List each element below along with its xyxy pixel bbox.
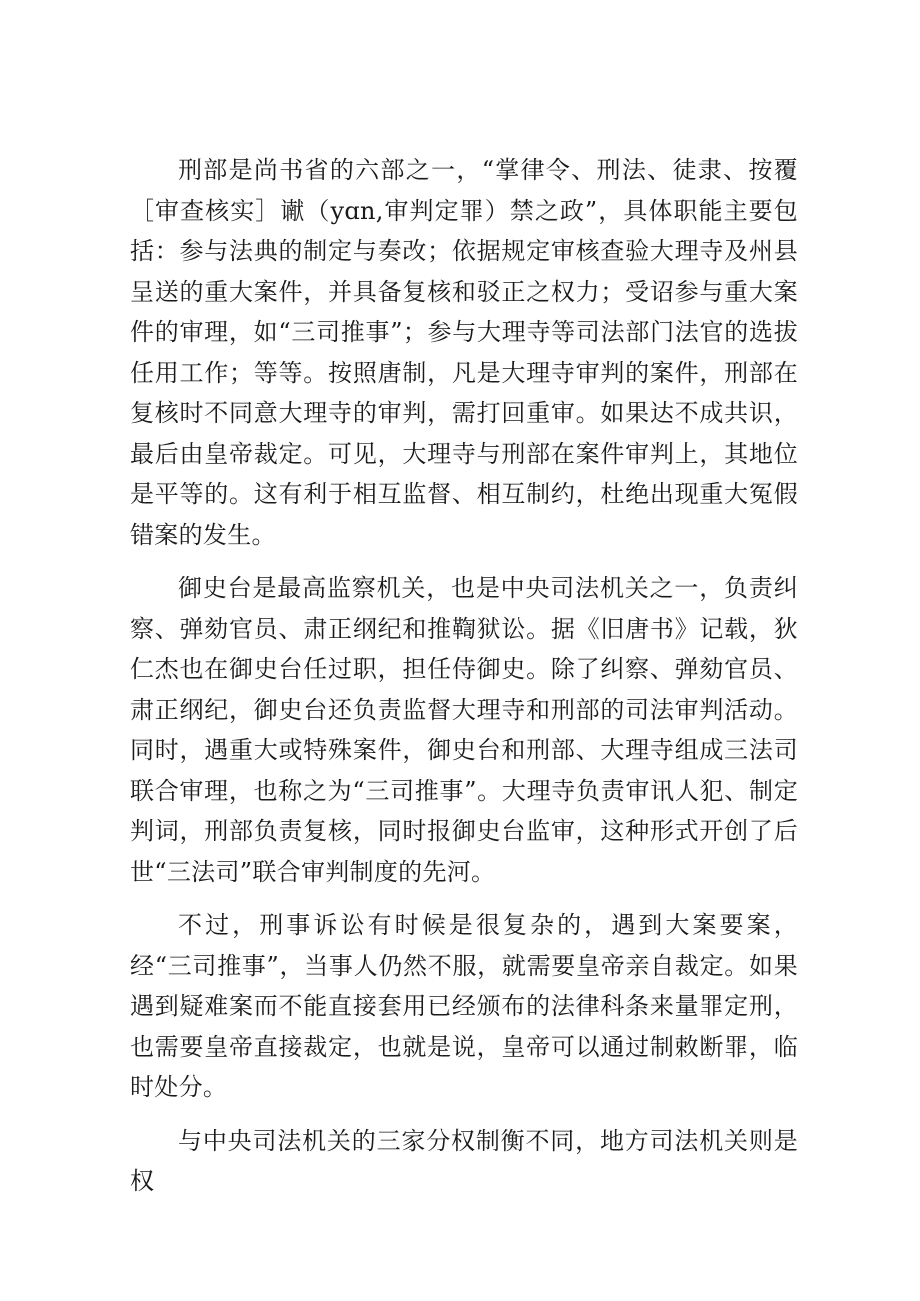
paragraph-emperor-ruling: 不过，刑事诉讼有时候是很复杂的，遇到大案要案，经“三司推事”，当事人仍然不服，就需要皇帝亲自裁定。如果遇到疑难案而不能直接套用已经颁布的法律科条来量罪定刑，也需要皇帝直接裁定，也就是说，皇帝可以通过制敕断罪，临时处分。 xyxy=(130,911,798,1101)
paragraph-yushitai: 御史台是最高监察机关，也是中央司法机关之一，负责纠察、弹劾官员、肃正纲纪和推鞫狱讼。据《旧唐书》记载，狄仁杰也在御史台任过职，担任侍御史。除了纠察、弹劾官员、肃正纲纪，御史台还负责监督大理寺和刑部的司法审判活动。同时，遇重大或特殊案件，御史台和刑部、大理寺组成三法司联合审理，也称之为“三司推事”。大理寺负责审讯人犯、制定判词，刑部负责复核，同时报御史台监审，这种形式开创了后世“三法司”联合审判制度的先河。 xyxy=(130,574,798,886)
document-body xyxy=(130,150,798,1215)
paragraph-local-judiciary: 与中央司法机关的三家分权制衡不同，地方司法机关则是权 xyxy=(130,1126,798,1195)
paragraph-xingbu: 刑部是尚书省的六部之一，“掌律令、刑法、徒隶、按覆［审查核实］谳（yɑn,审判定罪）禁之政”，具体职能主要包括：参与法典的制定与奏改；依据规定审核查验大理寺及州县呈送的重大案件，并具备复核和驳正之权力；受诏参与重大案件的审理，如“三司推事”；参与大理寺等司法部门法官的选拔任用工作；等等。按照唐制，凡是大理寺审判的案件，刑部在复核时不同意大理寺的审判，需打回重审。如果达不成共识，最后由皇帝裁定。可见，大理寺与刑部在案件审判上，其地位是平等的。这有利于相互监督、相互制约，杜绝出现重大冤假错案的发生。 xyxy=(130,156,798,549)
